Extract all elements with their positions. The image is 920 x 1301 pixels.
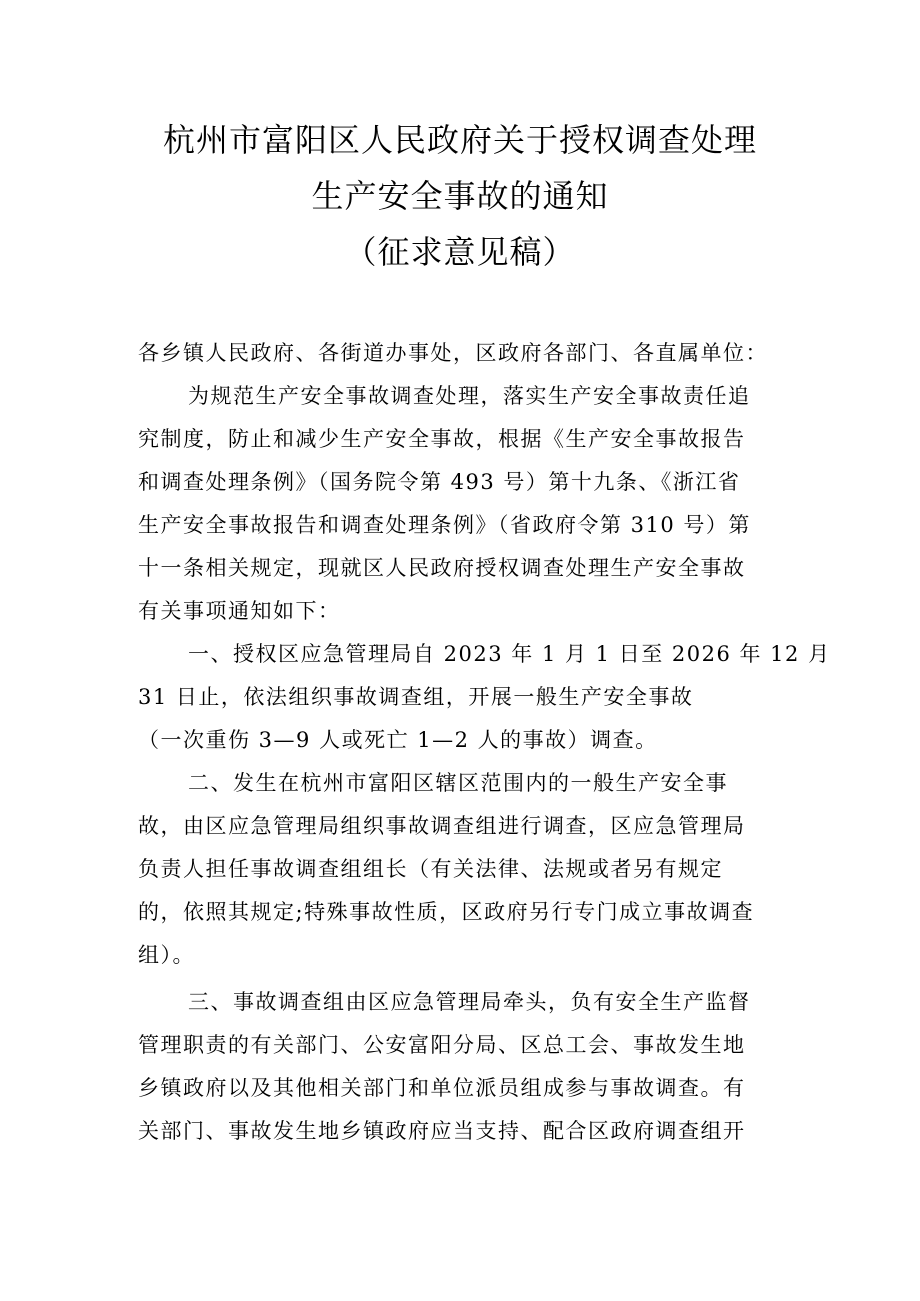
body-line: 生产安全事故报告和调查处理条例》（省政府令第 310 号）第 (138, 513, 751, 537)
document-body (138, 332, 831, 1153)
section-three-line: 关部门、事故发生地乡镇政府应当支持、配合区政府调查组开 (138, 1119, 746, 1143)
section-three-line: 乡镇政府以及其他相关部门和单位派员组成参与事故调查。有 (138, 1076, 746, 1100)
body-line: 和调查处理条例》（国务院令第 493 号）第十九条、《浙江省 (138, 470, 741, 494)
title-line-1: 杭州市富阳区人民政府关于授权调查处理 (162, 121, 757, 159)
title-line-3: （征求意见稿） (344, 233, 576, 271)
section-one-line: （一次重伤 3—9 人或死亡 1—2 人的事故）调查。 (138, 728, 658, 752)
salutation: 各乡镇人民政府、各街道办事处，区政府各部门、各直属单位： (138, 341, 768, 365)
section-one-line: 一、授权区应急管理局自 2023 年 1 月 1 日至 2026 年 12 月 (188, 642, 831, 666)
section-two-line: 故，由区应急管理局组织事故调查组进行调查，区应急管理局 (138, 814, 746, 838)
section-two-line: 负责人担任事故调查组组长（有关法律、法规或者另有规定 (138, 857, 723, 881)
document-title (0, 112, 920, 280)
body-line: 为规范生产安全事故调查处理，落实生产安全事故责任追 (188, 384, 751, 408)
section-two-line: 二、发生在杭州市富阳区辖区范围内的一般生产安全事 (188, 771, 728, 795)
body-line: 究制度，防止和减少生产安全事故，根据《生产安全事故报告 (138, 427, 746, 451)
section-one-line: 31 日止，依法组织事故调查组，开展一般生产安全事故 (138, 685, 694, 709)
section-three-line: 管理职责的有关部门、公安富阳分局、区总工会、事故发生地 (138, 1033, 746, 1057)
body-line: 有关事项通知如下： (138, 599, 341, 623)
section-three-line: 三、事故调查组由区应急管理局牵头，负有安全生产监督 (188, 990, 751, 1014)
section-two-line: 的，依照其规定;特殊事故性质，区政府另行专门成立事故调查 (138, 900, 755, 924)
section-two-line: 组）。 (138, 943, 195, 967)
title-line-2: 生产安全事故的通知 (311, 177, 609, 215)
body-line: 十一条相关规定，现就区人民政府授权调查处理生产安全事故 (138, 556, 746, 580)
